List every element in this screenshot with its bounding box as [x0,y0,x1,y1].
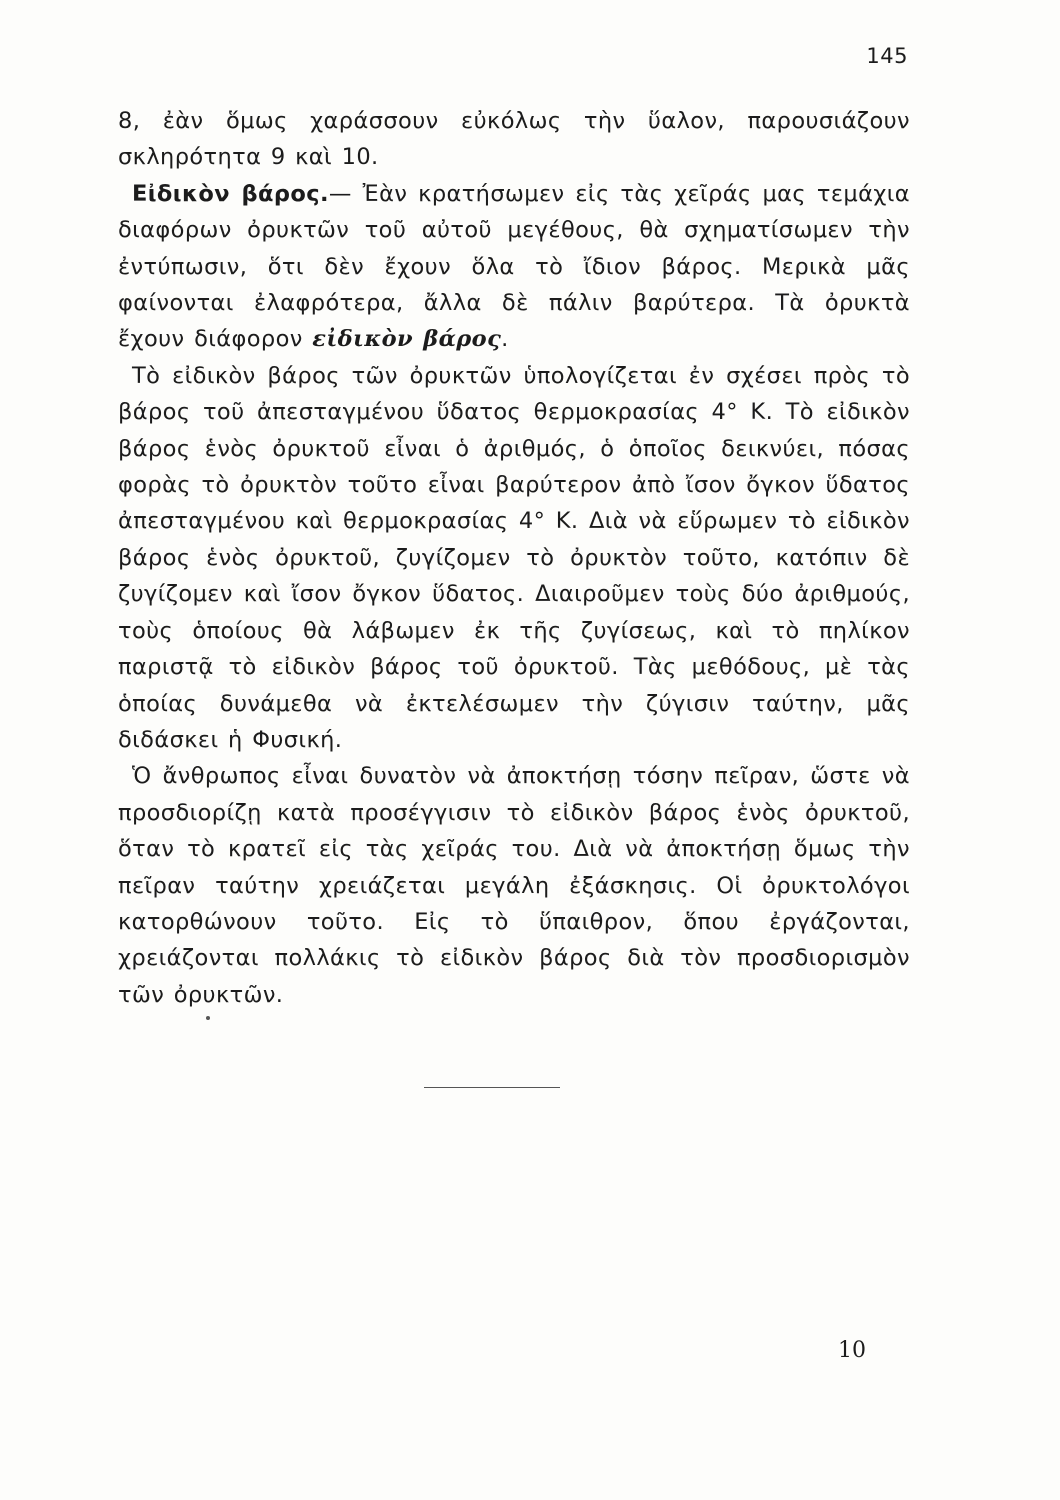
section-heading: Εἰδικὸν βάρος. [132,180,329,207]
paragraph-text: Ὁ ἄνθρωπος εἶναι δυνατὸν νὰ ἀποκτήσῃ τόσην πεῖραν, ὥστε νὰ προσδιορίζῃ κατὰ προσέγγισιν τὸ εἰδικὸν βάρος ἑνὸς ὀρυκτοῦ, ὅταν τὸ κρατεῖ εἰς τὰς χεῖράς του. Διὰ νὰ ἀποκτήσῃ ὅμως τὴν πεῖραν ταύτην χρειάζεται μεγάλη ἐξάσκησις. Οἱ ὀρυκτολόγοι κατορθώνουν τοῦτο. Εἰς τὸ ὕπαιθρον, ὅπου ἐργάζονται, χρειάζονται πολλάκις τὸ εἰδικὸν βάρος διὰ τὸν προσδιορισμὸν τῶν ὀρυκτῶν. [118,763,910,1008]
ink-dot [206,1016,210,1020]
paragraph-specific-gravity-intro [118,176,910,358]
emphasized-term: εἰδικὸν βάρος [312,326,502,353]
body-text [118,103,910,1013]
paragraph-continuation [118,103,910,176]
page-number: 145 [866,44,908,68]
paragraph-experience [118,758,910,1013]
section-divider [424,1087,560,1088]
paragraph-definition [118,358,910,758]
paragraph-text: — Ἐὰν κρατήσωμεν εἰς τὰς χεῖράς μας τεμάχια διαφόρων ὀρυκτῶν τοῦ αὐτοῦ μεγέθους, θὰ σχηματίσωμεν τὴν ἐντύπωσιν, ὅτι δὲν ἔχουν ὅλα τὸ ἴδιον βάρος. Μερικὰ μᾶς φαίνονται ἐλαφρότερα, ἄλλα δὲ πάλιν βαρύτερα. Τὰ ὀρυκτὰ ἔχουν διάφορον [118,180,910,353]
paragraph-text: Τὸ εἰδικὸν βάρος τῶν ὀρυκτῶν ὑπολογίζεται ἐν σχέσει πρὸς τὸ βάρος τοῦ ἀπεσταγμένου ὕδατος θερμοκρασίας 4° Κ. Τὸ εἰδικὸν βάρος ἑνὸς ὀρυκτοῦ εἶναι ὁ ἀριθμός, ὁ ὁποῖος δεικνύει, πόσας φορὰς τὸ ὀρυκτὸν τοῦτο εἶναι βαρύτερον ἀπὸ ἴσον ὄγκον ὕδατος ἀπεσταγμένου καὶ θερμοκρασίας 4° Κ. Διὰ νὰ εὕρωμεν τὸ εἰδικὸν βάρος ἑνὸς ὀρυκτοῦ, ζυγίζομεν τὸ ὀρυκτὸν τοῦτο, κατόπιν δὲ ζυγίζομεν καὶ ἴσον ὄγκον ὕδατος. Διαιροῦμεν τοὺς δύο ἀριθμούς, τοὺς ὁποίους θὰ λάβωμεν ἐκ τῆς ζυγίσεως, καὶ τὸ πηλίκον παριστᾷ τὸ εἰδικὸν βάρος τοῦ ὀρυκτοῦ. Τὰς μεθόδους, μὲ τὰς ὁποίας δυνάμεθα νὰ ἐκτελέσωμεν τὴν ζύγισιν ταύτην, μᾶς διδάσκει ἡ Φυσική. [118,362,910,753]
signature-mark: 10 [838,1338,866,1363]
paragraph-text: 8, ἐὰν ὅμως χαράσσουν εὐκόλως τὴν ὕαλον, παρουσιάζουν σκληρότητα 9 καὶ 10. [118,108,910,171]
paragraph-text-end: . [501,326,509,353]
